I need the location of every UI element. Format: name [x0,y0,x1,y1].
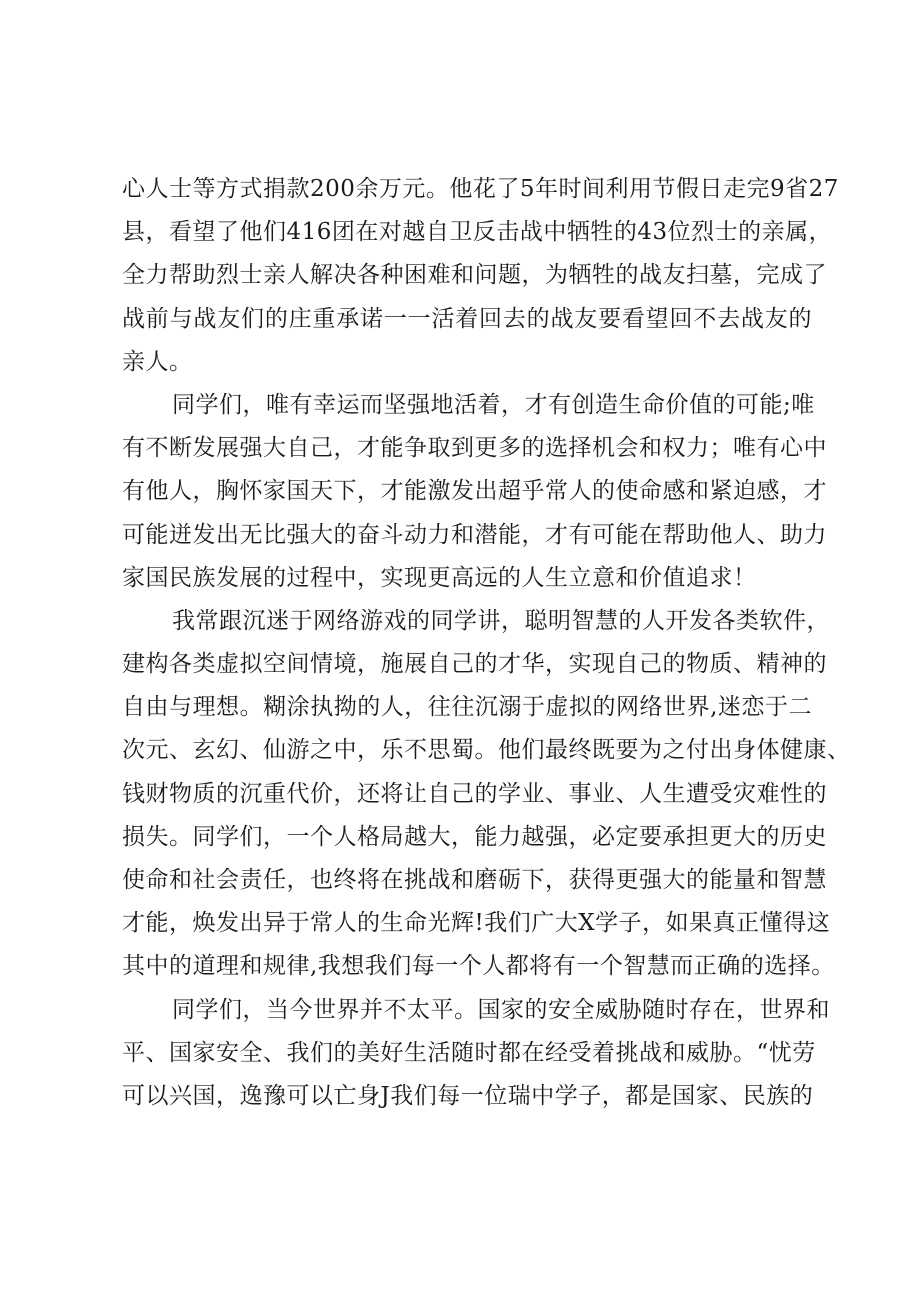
text-line: 有他人，胸怀家国天下，才能激发出超乎常人的使命感和紧迫感，才 [122,478,827,505]
text-line: 建构各类虚拟空间情境，施展自己的才华，实现自己的物质、精神的 [122,651,827,678]
text-line: 次元、玄幻、仙游之中，乐不思蜀。他们最终既要为之付出身体健康、 [122,737,851,764]
paragraph-first-line: 我常跟沉迷于网络游戏的同学讲，聪明智慧的人开发各类软件， [172,607,830,634]
text-line: 损失。同学们，一个人格局越大，能力越强，必定要承担更大的历史 [122,823,827,850]
paragraph-first-line: 同学们，当今世界并不太平。国家的安全威胁随时存在，世界和 [172,996,830,1023]
text-line: 使命和社会责任，也终将在挑战和磨砺下，获得更强大的能量和智慧 [122,867,827,893]
body-text [122,168,851,1118]
text-line: 其中的道理和规律,我想我们每一个人都将有一个智慧而正确的选择。 [122,953,835,980]
text-line: 亲人。 [122,348,193,375]
text-line: 才能，焕发出异于常人的生命光辉!我们广大X学子，如果真正懂得这 [122,910,831,937]
paragraph-first-line: 同学们，唯有幸运而坚强地活着，才有创造生命价值的可能;唯 [172,391,815,418]
text-line: 县，看望了他们416团在对越自卫反击战中牺牲的43位烈士的亲属， [122,219,833,246]
text-line: 可能迸发出无比强大的奋斗动力和潜能，才有可能在帮助他人、助力 [122,521,827,548]
text-line: 全力帮助烈士亲人解决各种困难和问题，为牺牲的战友扫墓，完成了 [122,262,827,289]
text-line: 平、国家安全、我们的美好生活随时都在经受着挑战和威胁。“忧劳 [122,1039,816,1066]
text-line: 有不断发展强大自己，才能争取到更多的选择机会和权力；唯有心中 [122,435,827,462]
text-line: 钱财物质的沉重代价，还将让自己的学业、事业、人生遭受灾难性的 [122,780,827,807]
text-line: 可以兴国，逸豫可以亡身J我们每一位瑞中学子，都是国家、民族的 [122,1082,814,1109]
text-line: 自由与理想。糊涂执拗的人，往往沉溺于虚拟的网络世界,迷恋于二 [122,694,812,721]
text-line: 战前与战友们的庄重承诺一一活着回去的战友要看望回不去战友的 [122,305,812,332]
text-line: 家国民族发展的过程中，实现更高远的人生立意和价值追求！ [122,564,757,591]
text-line: 心人士等方式捐款200余万元。他花了5年时间利用节假日走完9省27 [122,176,839,202]
